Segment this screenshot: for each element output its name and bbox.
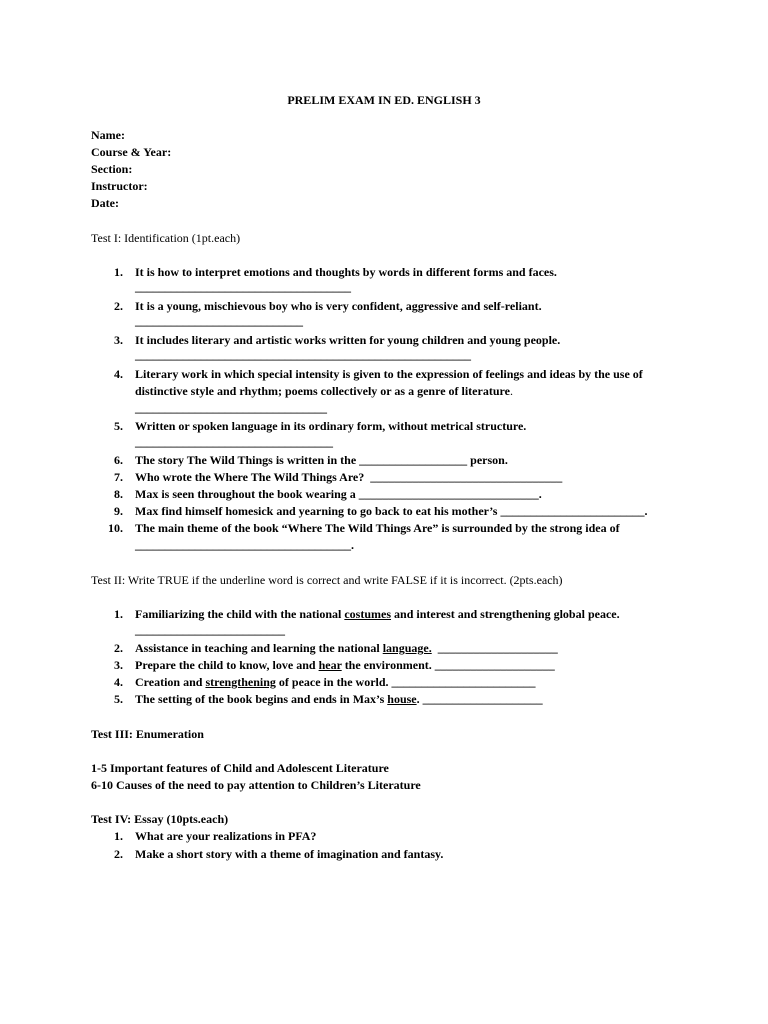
test1-item-number: 9. — [114, 504, 123, 518]
test1-item-number: 7. — [114, 470, 123, 484]
underlined-word: house — [387, 692, 417, 706]
test1-item-number: 2. — [114, 299, 123, 313]
test1-heading: Test I: Identification (1pt.each) — [91, 231, 241, 245]
answer-blank: ____________________________ — [135, 314, 303, 328]
test1-item-number: 8. — [114, 487, 123, 501]
test2-item-number: 2. — [114, 641, 123, 655]
enumeration-line: 6-10 Causes of the need to pay attention to Children’s Literature — [91, 778, 421, 792]
test1-item-question: It is a young, mischievous boy who is very confident, aggressive and self-reliant. — [135, 299, 542, 313]
essay-question: What are your realizations in PFA? — [135, 829, 317, 843]
essay-question: Make a short story with a theme of imagination and fantasy. — [135, 847, 444, 861]
test2-heading: Test II: Write TRUE if the underline word is correct and write FALSE if it is incorrect. (2pts.each) — [91, 573, 563, 587]
underlined-word: hear — [318, 658, 342, 672]
test1-item-question: It includes literary and artistic works written for young children and young people. — [135, 333, 561, 347]
field-instructor: Instructor: — [91, 179, 148, 193]
test2-item-statement: Assistance in teaching and learning the national language. ____________________ — [135, 641, 558, 655]
underlined-word: language. — [382, 641, 432, 655]
test2-item-statement: Familiarizing the child with the national costumes and interest and strengthening global peace. — [135, 607, 620, 621]
test1-item-question: The main theme of the book “Where The Wild Things Are” is surrounded by the strong idea of — [135, 521, 620, 535]
test4-heading: Test IV: Essay (10pts.each) — [91, 812, 229, 826]
test1-item-question: Who wrote the Where The Wild Things Are? ________________________________ — [135, 470, 563, 484]
test4-item-number: 2. — [114, 847, 123, 861]
test2-item-number: 5. — [114, 692, 123, 706]
test1-item-number: 1. — [114, 265, 123, 279]
test1-item-question: Max find himself homesick and yearning to go back to eat his mother’s ________________________. — [135, 504, 648, 518]
test1-item-number: 10. — [108, 521, 123, 535]
test1-item-question: Written or spoken language in its ordinary form, without metrical structure. — [135, 419, 527, 433]
test1-item-number: 6. — [114, 453, 123, 467]
field-course-year: Course & Year: — [91, 145, 172, 159]
field-name: Name: — [91, 128, 125, 142]
test3-heading: Test III: Enumeration — [91, 727, 204, 741]
underlined-word: costumes — [344, 607, 392, 621]
enumeration-line: 1-5 Important features of Child and Adolescent Literature — [91, 761, 389, 775]
page-title: PRELIM EXAM IN ED. ENGLISH 3 — [287, 93, 481, 107]
answer-blank: ________________________________ — [135, 401, 327, 415]
answer-blank: ____________________________________. — [135, 538, 354, 552]
test1-item-number: 4. — [114, 367, 123, 381]
answer-blank: _________________________ — [135, 623, 285, 637]
answer-blank: _________________________________ — [135, 435, 333, 449]
test2-item-number: 4. — [114, 675, 123, 689]
test4-item-number: 1. — [114, 829, 123, 843]
test1-item-question: Max is seen throughout the book wearing a ______________________________. — [135, 487, 542, 501]
answer-blank: ________________________________________________________ — [135, 348, 471, 362]
test2-item-statement: Prepare the child to know, love and hear the environment. ____________________ — [135, 658, 555, 672]
test1-item-number: 3. — [114, 333, 123, 347]
test2-item-statement: Creation and strengthening of peace in the world. ________________________ — [135, 675, 536, 689]
underlined-word: strengthening — [205, 675, 276, 689]
test1-item-question-cont: distinctive style and rhythm; poems collectively or as a genre of literature. — [135, 384, 513, 398]
test1-item-number: 5. — [114, 419, 123, 433]
answer-blank: ____________________________________ — [135, 280, 351, 294]
test1-item-question: It is how to interpret emotions and thoughts by words in different forms and faces. — [135, 265, 557, 279]
test2-item-number: 1. — [114, 607, 123, 621]
test1-item-question: Literary work in which special intensity is given to the expression of feelings and ideas by the use of — [135, 367, 643, 381]
field-date: Date: — [91, 196, 119, 210]
field-section: Section: — [91, 162, 133, 176]
test2-item-statement: The setting of the book begins and ends in Max’s house. ____________________ — [135, 692, 543, 706]
test1-item-question: The story The Wild Things is written in the __________________ person. — [135, 453, 508, 467]
test2-item-number: 3. — [114, 658, 123, 672]
